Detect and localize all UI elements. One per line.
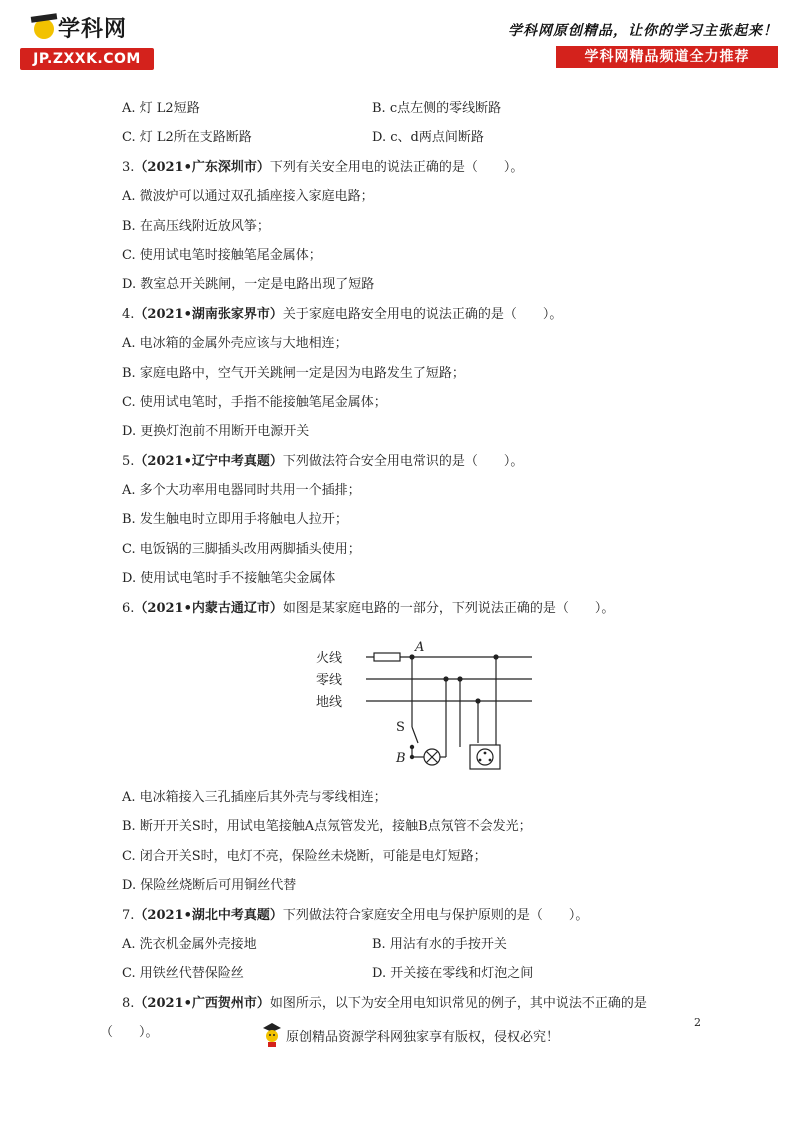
question-line: [122, 447, 722, 476]
option-row: [122, 417, 722, 446]
question-line: [122, 300, 722, 329]
question-text: 如图所示，以下为安全用电知识常见的例子，其中说法不正确的是: [269, 995, 647, 1011]
option-row: [122, 359, 722, 388]
option-row: [122, 535, 722, 564]
question-text: （ ）。: [100, 1025, 159, 1041]
document-body: [100, 94, 722, 1048]
option-text: B. 发生触电时立即用手将触电人拉开；: [122, 512, 348, 528]
question-source: （2021•内蒙古通辽市）: [134, 600, 283, 616]
question-source: （2021•广西贺州市）: [134, 995, 270, 1011]
ground-wire-label: 地线: [316, 695, 343, 711]
option-row: [122, 842, 722, 871]
circuit-diagram: [122, 623, 722, 783]
option-row: [122, 94, 722, 123]
question-number: 8.: [122, 995, 135, 1011]
site-logo[interactable]: [20, 12, 160, 74]
option-text: C. 闭合开关S时，电灯不亮，保险丝未烧断，可能是电灯短路；: [122, 848, 487, 864]
question-line: [122, 594, 722, 623]
option-text: A. 灯 L2短路: [122, 101, 200, 116]
point-a-label: A: [415, 640, 425, 656]
question-line: [122, 153, 722, 182]
option-row: [122, 123, 722, 152]
question-source: （2021•广东深圳市）: [134, 159, 270, 175]
option-row: [122, 783, 722, 812]
question-line: [122, 901, 722, 930]
option-text: B. 在高压线附近放风筝；: [122, 218, 270, 234]
option-text: D. 开关接在零线和灯泡之间: [372, 966, 534, 982]
option-row: [122, 270, 722, 299]
option-row: [122, 241, 722, 270]
option-text: B. c点左侧的零线断路: [372, 101, 502, 116]
option-text: D. c、d两点间断路: [372, 130, 484, 146]
option-text: D. 保险丝烧断后可用铜丝代替: [122, 878, 297, 894]
option-text: C. 电饭锅的三脚插头改用两脚插头使用；: [122, 541, 361, 557]
question-number: 6.: [122, 600, 135, 616]
option-text: B. 断开开关S时，用试电笔接触A点氖管发光，接触B点氖管不会发光；: [122, 819, 532, 835]
option-row: [122, 871, 722, 900]
option-row: [122, 212, 722, 241]
page-header: [0, 0, 800, 80]
question-text: 下列做法符合安全用电常识的是（ ）。: [282, 453, 524, 469]
option-text: D. 更换灯泡前不用断开电源开关: [122, 424, 310, 440]
option-row: [122, 476, 722, 505]
option-text: B. 用沾有水的手按开关: [372, 936, 507, 952]
option-row: [122, 564, 722, 593]
option-text: A. 电冰箱的金属外壳应该与大地相连；: [122, 336, 348, 352]
option-row: [122, 329, 722, 358]
option-text: C. 灯 L2所在支路断路: [122, 130, 252, 146]
mascot-icon: [262, 1022, 282, 1048]
header-banner: 学科网精品频道全力推荐: [556, 46, 778, 68]
question-number: 7.: [122, 907, 135, 923]
neutral-wire-label: 零线: [316, 673, 343, 689]
option-row: [122, 388, 722, 417]
question-number: 5.: [122, 453, 135, 469]
option-text: B. 家庭电路中，空气开关跳闸一定是因为电路发生了短路；: [122, 365, 465, 381]
option-row: [122, 930, 722, 959]
option-row: [122, 812, 722, 841]
live-wire-label: 火线: [316, 651, 343, 667]
option-text: A. 洗衣机金属外壳接地: [122, 936, 257, 952]
option-row: [122, 182, 722, 211]
switch-s-label: S: [396, 720, 405, 736]
logo-text: 学科网: [58, 17, 128, 42]
question-number: 3.: [122, 159, 135, 175]
question-text: 下列做法符合家庭安全用电与保护原则的是（ ）。: [282, 907, 589, 923]
question-number: 4.: [122, 306, 135, 322]
question-source: （2021•湖北中考真题）: [134, 907, 283, 923]
option-text: D. 教室总开关跳闸，一定是电路出现了短路: [122, 277, 375, 293]
question-text: 如图是某家庭电路的一部分，下列说法正确的是（ ）。: [282, 600, 615, 616]
option-text: A. 微波炉可以通过双孔插座接入家庭电路；: [122, 189, 374, 205]
logo-url: JP.ZXXK.COM: [20, 48, 154, 70]
question-line: [122, 989, 722, 1018]
question-source: （2021•湖南张家界市）: [134, 306, 283, 322]
option-row: [122, 959, 722, 988]
option-text: C. 使用试电笔时接触笔尾金属体；: [122, 247, 322, 263]
question-text: 下列有关安全用电的说法正确的是（ ）。: [269, 159, 524, 175]
point-b-label: B: [396, 751, 406, 767]
option-text: C. 用铁丝代替保险丝: [122, 966, 244, 982]
page-number: 2: [694, 1016, 701, 1029]
option-row: [122, 505, 722, 534]
option-text: C. 使用试电笔时，手指不能接触笔尾金属体；: [122, 394, 387, 410]
option-text: A. 电冰箱接入三孔插座后其外壳与零线相连；: [122, 790, 387, 806]
option-text: A. 多个大功率用电器同时共用一个插排；: [122, 483, 361, 499]
question-source: （2021•辽宁中考真题）: [134, 453, 283, 469]
copyright-notice: 原创精品资源学科网独家享有版权，侵权必究！: [286, 1030, 560, 1045]
graduation-cap-icon: [34, 19, 54, 39]
page-footer: [0, 1016, 800, 1056]
option-text: D. 使用试电笔时手不接触笔尖金属体: [122, 571, 336, 587]
question-text: 关于家庭电路安全用电的说法正确的是（ ）。: [282, 306, 563, 322]
header-slogan: 学科网原创精品，让你的学习主张起来！: [508, 23, 778, 39]
